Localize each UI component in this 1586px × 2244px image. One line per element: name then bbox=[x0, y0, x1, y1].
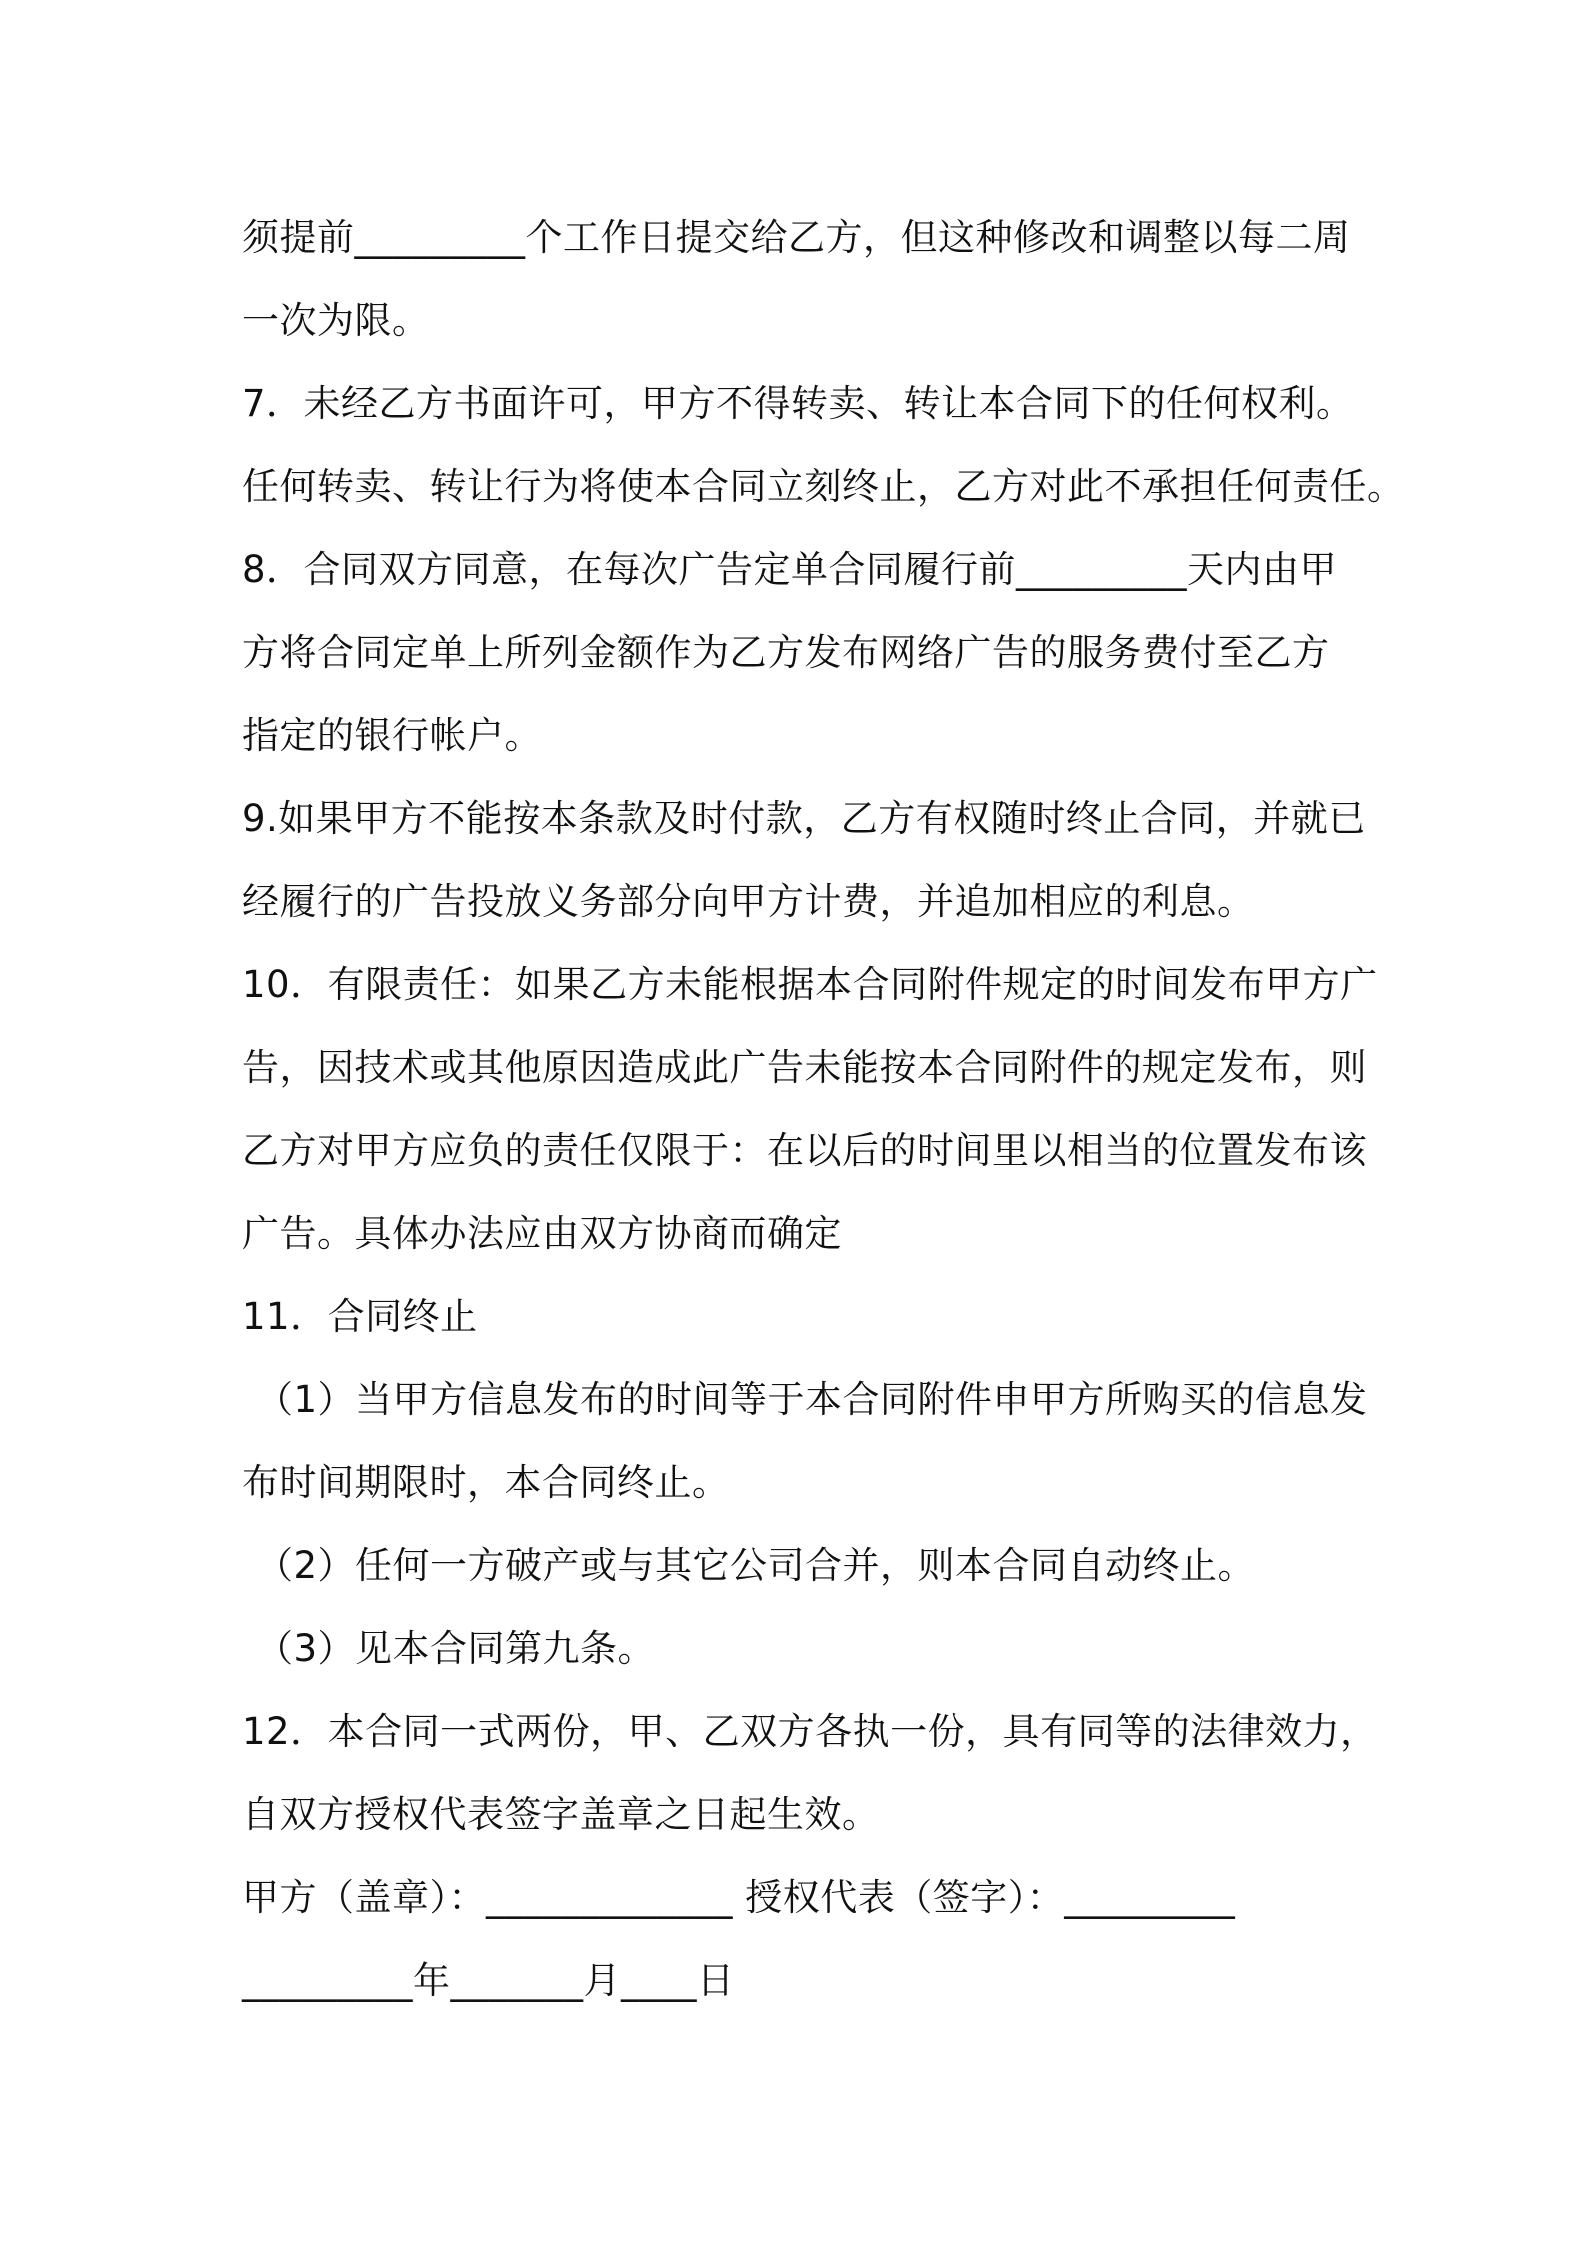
clause-11-item-1: （1）当甲方信息发布的时间等于本合同附件申甲方所购买的信息发 bbox=[256, 1378, 1368, 1421]
text-line: 广告。具体办法应由双方协商而确定 bbox=[242, 1212, 842, 1255]
clause-11-item-3: （3）见本合同第九条。 bbox=[256, 1627, 656, 1670]
text-line: 乙方对甲方应负的责任仅限于：在以后的时间里以相当的位置发布该 bbox=[242, 1129, 1367, 1172]
text-line: 任何转卖、转让行为将使本合同立刻终止，乙方对此不承担任何责任。 bbox=[242, 465, 1405, 508]
text-line: 方将合同定单上所列金额作为乙方发布网络广告的服务费付至乙方 bbox=[242, 631, 1330, 674]
clause-11-item-2: （2）任何一方破产或与其它公司合并，则本合同自动终止。 bbox=[256, 1544, 1256, 1587]
clause-7: 7．未经乙方书面许可，甲方不得转卖、转让本合同下的任何权利。 bbox=[242, 382, 1354, 425]
clause-8: 8．合同双方同意，在每次广告定单合同履行前_________天内由甲 bbox=[242, 548, 1338, 591]
text-line: 一次为限。 bbox=[242, 299, 430, 342]
date-line: _________年_______月____日 bbox=[242, 1959, 735, 2002]
signature-line: 甲方（盖章）：_____________ 授权代表（签字）：_________ bbox=[242, 1876, 1236, 1919]
clause-11-heading: 11．合同终止 bbox=[242, 1295, 478, 1338]
text-line: 须提前_________个工作日提交给乙方，但这种修改和调整以每二周 bbox=[242, 216, 1351, 259]
text-line: 告，因技术或其他原因造成此广告未能按本合同附件的规定发布，则 bbox=[242, 1046, 1367, 1089]
text-line: 经履行的广告投放义务部分向甲方计费，并追加相应的利息。 bbox=[242, 880, 1255, 923]
contract-body bbox=[242, 196, 1405, 2022]
clause-9: 9.如果甲方不能按本条款及时付款，乙方有权随时终止合同，并就已 bbox=[242, 797, 1366, 840]
clause-12: 12．本合同一式两份，甲、乙双方各执一份，具有同等的法律效力， bbox=[242, 1710, 1378, 1753]
text-line: 指定的银行帐户。 bbox=[242, 714, 542, 757]
text-line: 自双方授权代表签字盖章之日起生效。 bbox=[242, 1793, 880, 1836]
clause-10: 10．有限责任：如果乙方未能根据本合同附件规定的时间发布甲方广 bbox=[242, 963, 1378, 1006]
text-line: 布时间期限时，本合同终止。 bbox=[242, 1461, 730, 1504]
